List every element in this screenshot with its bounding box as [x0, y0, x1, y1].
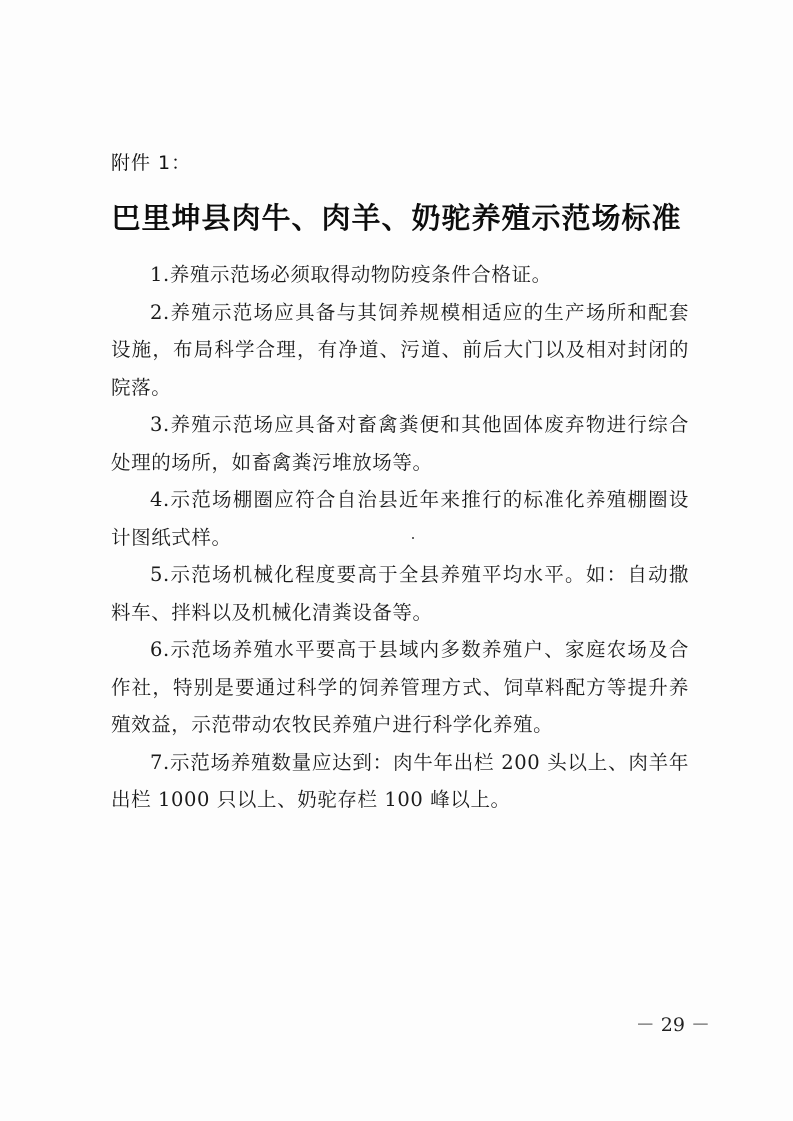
clause-1: 1.养殖示范场必须取得动物防疫条件合格证。 [150, 263, 552, 286]
clause-3: 3.养殖示范场应具备对畜禽粪便和其他固体废弃物进行综合处理的场所，如畜禽粪污堆放场等。 [111, 413, 689, 474]
clause-5: 5.示范场机械化程度要高于全县养殖平均水平。如：自动撒料车、拌料以及机械化清粪设备等。 [111, 563, 689, 624]
clause-4: 4.示范场棚圈应符合自治县近年来推行的标准化养殖棚圈设计图纸式样。 [111, 488, 689, 549]
clause-6: 6.示范场养殖水平要高于县域内多数养殖户、家庭农场及合作社，特别是要通过科学的饲养管理方式、饲草料配方等提升养殖效益，示范带动农牧民养殖户进行科学化养殖。 [111, 638, 689, 736]
attachment-label: 附件 1： [111, 152, 192, 174]
scan-speck [412, 537, 414, 539]
clause-7: 7.示范场养殖数量应达到：肉牛年出栏 200 头以上、肉羊年出栏 1000 只以上、奶驼存栏 100 峰以上。 [111, 750, 689, 811]
page-number: － 29 － [635, 1014, 710, 1036]
clause-2: 2.养殖示范场应具备与其饲养规模相适应的生产场所和配套设施，布局科学合理，有净道、污道、前后大门以及相对封闭的院落。 [111, 300, 689, 399]
document-body [111, 256, 689, 819]
document-title: 巴里坤县肉牛、肉羊、奶驼养殖示范场标准 [111, 201, 682, 235]
